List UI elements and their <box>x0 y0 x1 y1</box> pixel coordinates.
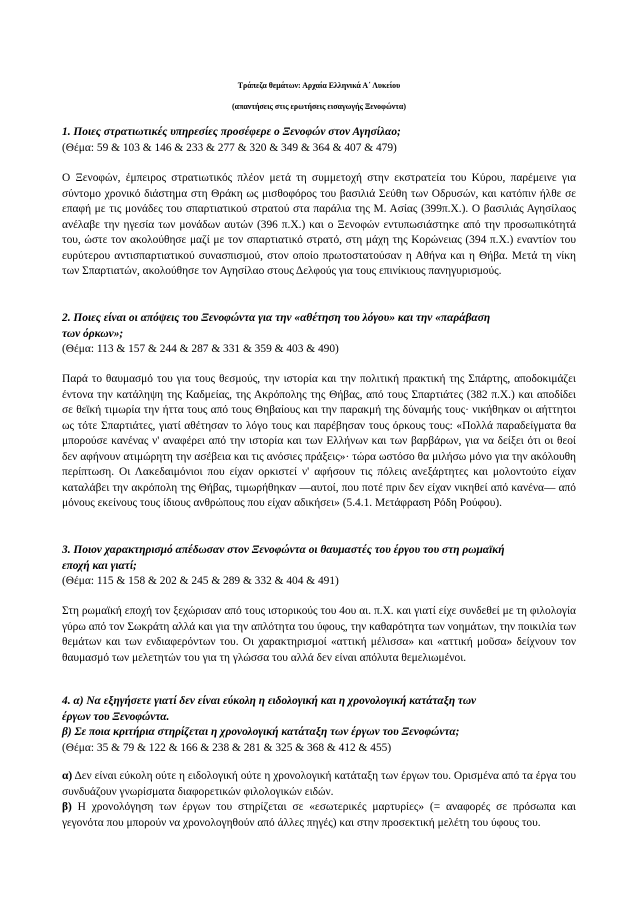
question-1 <box>62 125 576 156</box>
question-1-title: 1. Ποιες στρατιωτικές υπηρεσίες προσέφερε ο Ξενοφών στον Αγησίλαο; <box>62 126 401 138</box>
answer-4b-text: Η χρονολόγηση των έργων του στηρίζεται σε «εσωτερικές μαρτυρίες» (= αναφορές σε πρόσωπα και γεγονότα που μπορούν να χρονολογηθούν από άλλες πηγές) και στην προσεκτική μελέτη του ύφους του. <box>62 801 576 829</box>
question-4-title-line3: β) Σε ποια κριτήρια στηρίζεται η χρονολογική κατάταξη των έργων του Ξενοφώντα; <box>62 726 460 738</box>
answer-4a-label: α) <box>62 770 73 782</box>
answer-1: Ο Ξενοφών, έμπειρος στρατιωτικός πλέον μετά τη συμμετοχή στην εκστρατεία του Κύρου, παρέμεινε για σύντομο χρονικό διάστημα στη Θράκη ως μισθοφόρος του βασιλιά Σεύθη των Οδρυσών, και κατόπιν ήλθε σε επαφή με τις μονάδες του σπαρτιατικού στρατού στα παράλια της Μ. Ασίας (399π.Χ.). Ο βασιλιάς Αγησίλαος ανέλαβε την ηγεσία των μονάδων αυτών (396 π.Χ.) και ο Ξενοφών εντυπωσιάστηκε από την προσωπικότητά του, ώστε τον ακολούθησε μαζί με τον σπαρτιατικό στρατό, στη μάχη της Κορώνειας (394 π.Χ.) εναντίον του ευρύτερου αντισπαρτιατικού συνασπισμού, στον οποίο πρωτοστατούσαν η Αθήνα και η Θήβα. Μετά τη νίκη των Σπαρτιατών, ακολούθησε τον Αγησίλαο στους Δελφούς για τους επινίκιους πανηγυρισμούς. <box>62 172 576 277</box>
question-3-title-line2: εποχή και γιατί; <box>62 559 137 572</box>
question-3-themes: (Θέμα: 115 & 158 & 202 & 245 & 289 & 332 & 404 & 491) <box>62 575 339 587</box>
question-4 <box>62 694 576 756</box>
question-2-title-line1: 2. Ποιες είναι οι απόψεις του Ξενοφώντα για την «αθέτηση του λόγου» και την «παράβαση <box>62 312 491 324</box>
question-3 <box>62 543 576 590</box>
question-2-themes: (Θέμα: 113 & 157 & 244 & 287 & 331 & 359 & 403 & 490) <box>62 343 339 355</box>
answer-4b <box>62 800 576 831</box>
document-subtitle: (απαντήσεις στις ερωτήσεις εισαγωγής Ξενοφώντα) <box>232 102 406 111</box>
question-4-title-line2: έργων του Ξενοφώντα. <box>62 710 170 723</box>
question-3-title-line1: 3. Ποιον χαρακτηρισμό απέδωσαν στον Ξενοφώντα οι θαυμαστές του έργου του στη ρωμαϊκή <box>62 544 505 556</box>
answer-3: Στη ρωμαϊκή εποχή τον ξεχώρισαν από τους ιστορικούς του 4ου αι. π.Χ. και γιατί είχε συνδεθεί με τη φιλολογία γύρω από τον Σωκράτη αλλά και για την απλότητα του ύφους, την καθαρότητα των νοημάτων, την ποικιλία των θεμάτων και των ενδιαφερόντων του. Οι χαρακτηρισμοί «αττική μέλισσα» και «αττική μοῦσα» δείχνουν τον θαυμασμό των μελετητών του για τη γλώσσα του αλλά δεν είναι απόλυτα θεμελιωμένοι. <box>62 605 576 664</box>
answer-4a-text: Δεν είναι εύκολη ούτε η ειδολογική ούτε η χρονολογική κατάταξη των έργων του. Ορισμένα από τα έργα του συνδυάζουν γνωρίσματα διαφορετικών φιλολογικών ειδών. <box>62 770 576 798</box>
question-2-title-line2: των όρκων»; <box>62 327 124 340</box>
question-2 <box>62 311 576 358</box>
document-title: Τράπεζα θεμάτων: Αρχαία Ελληνικά Α΄ Λυκείου <box>237 81 401 90</box>
question-1-themes: (Θέμα: 59 & 103 & 146 & 233 & 277 & 320 & 349 & 364 & 407 & 479) <box>62 141 397 154</box>
answer-2: Παρά το θαυμασμό του για τους θεσμούς, την ιστορία και την πολιτική πρακτική της Σπάρτης, αποδοκιμάζει έντονα την κατάληψη της Καδμείας, της Ακρόπολης της Θήβας, από τους Σπαρτιάτες (382 π.Χ.) και αποδίδει σε θεϊκή τιμωρία την ήττα τους από τους Θηβαίους και την παρακμή της δύναμής τους· νικήθηκαν οι αήττητοι ως τότε Σπαρτιάτες, γιατί αθέτησαν το λόγο τους και παρέβησαν τους όρκους τους: «Πολλά παραδείγματα θα μπορούσε κανένας ν' αναφέρει από την ιστορία και των Ελλήνων και των βαρβάρων, για να δείξει ότι οι θεοί δεν αφήνουν ατιμώρητη την ασέβεια και τις ανόσιες πράξεις»· τώρα ωστόσο θα μιλήσω μόνο για την ακόλουθη περίπτωση. Οι Λακεδαιμόνιοι που είχαν ορκιστεί ν' αφήσουν τις πόλεις ανεξάρτητες και μολοντούτο είχαν καταλάβει την ακρόπολη της Θήβας, τιμωρήθηκαν —αυτοί, που ποτέ πριν δεν είχαν νικηθεί από κανένα— από μόνους εκείνους τους ίδιους ανθρώπους που είχαν αδικήσει» (5.4.1. Μετάφραση Ρόδη Ρούφου). <box>62 373 576 509</box>
question-4-themes: (Θέμα: 35 & 79 & 122 & 166 & 238 & 281 & 325 & 368 & 412 & 455) <box>62 741 392 754</box>
answer-4a <box>62 769 576 800</box>
answer-4b-label: β) <box>62 801 72 813</box>
question-4-title-line1: 4. α) Να εξηγήσετε γιατί δεν είναι εύκολη η ειδολογική και η χρονολογική κατάταξη των <box>62 695 477 707</box>
